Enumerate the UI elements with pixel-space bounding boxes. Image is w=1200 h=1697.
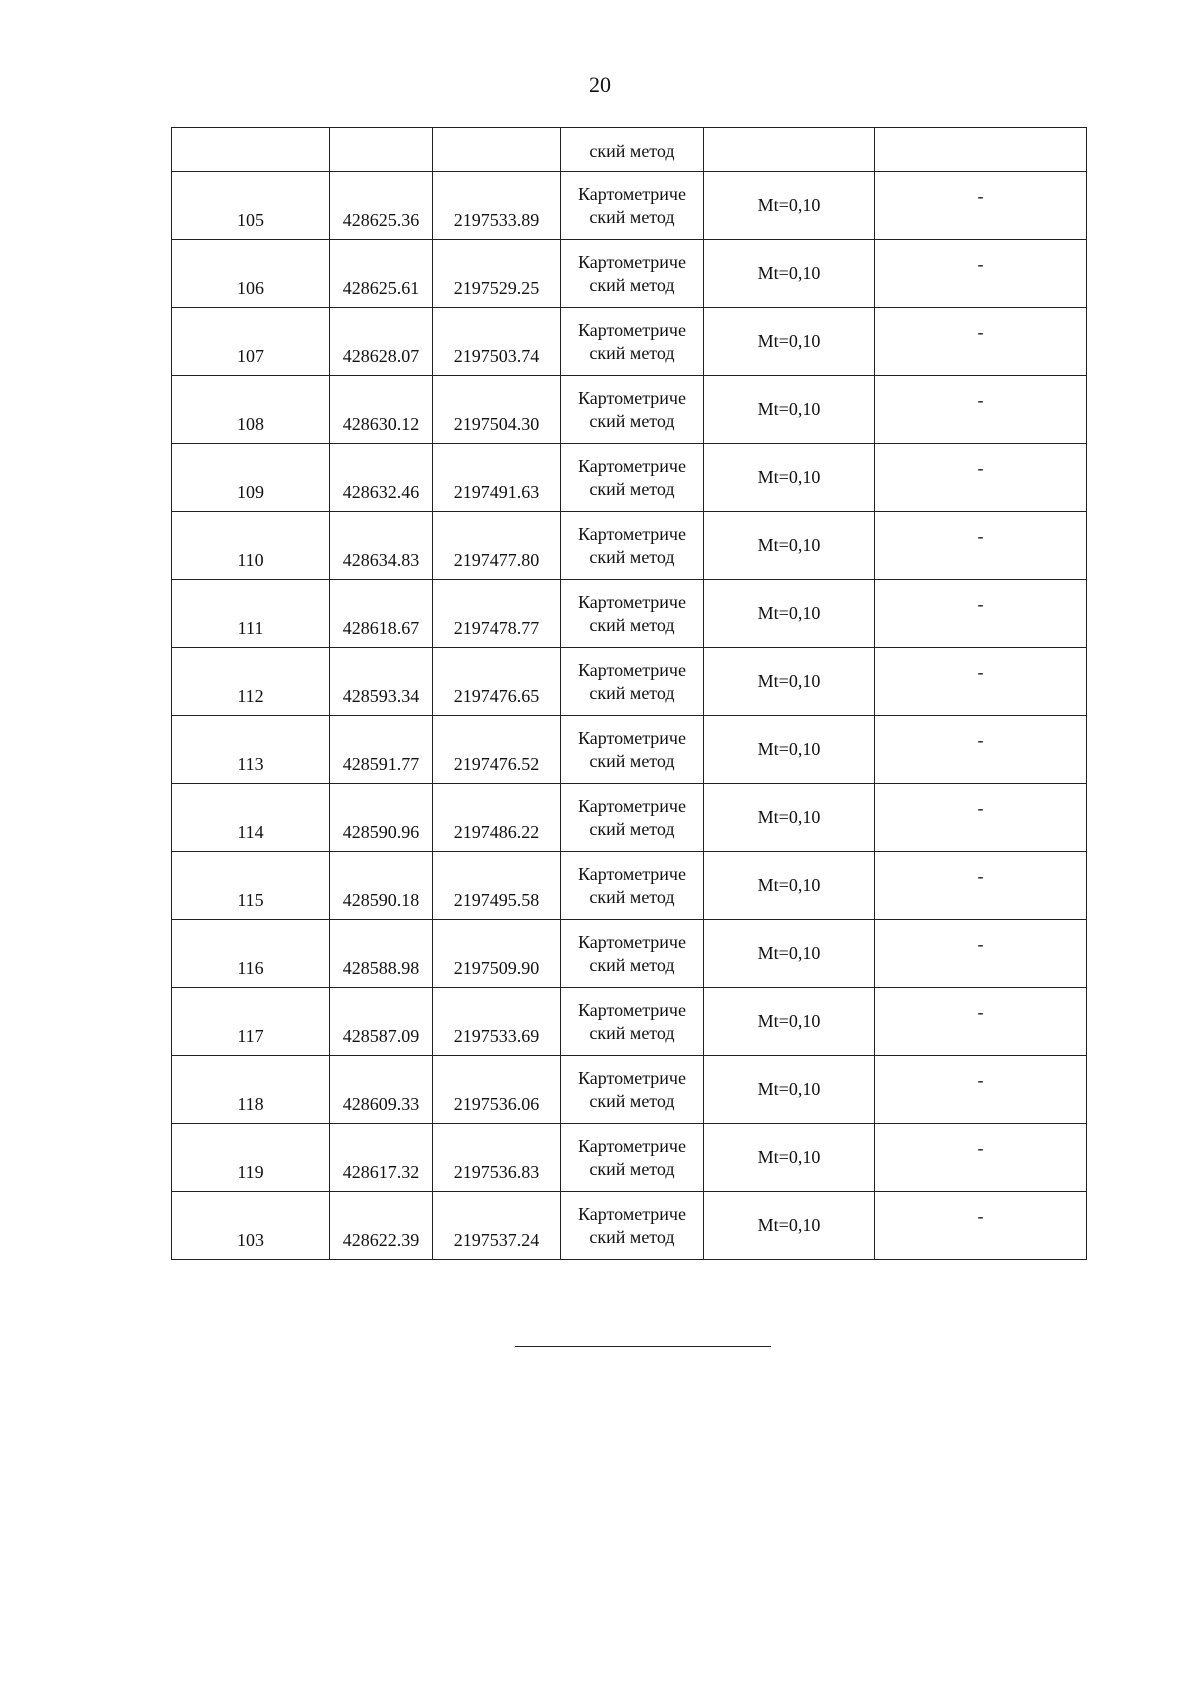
accuracy-cell — [704, 128, 875, 172]
x-coordinate-cell: 428593.34 — [330, 648, 433, 716]
table-row — [172, 1056, 1087, 1124]
y-coordinate-cell: 2197477.80 — [433, 512, 561, 580]
point-number-cell: 110 — [172, 512, 330, 580]
point-number-cell: 111 — [172, 580, 330, 648]
accuracy-cell: Mt=0,10 — [704, 580, 875, 648]
point-number-cell: 103 — [172, 1192, 330, 1260]
y-coordinate-cell: 2197476.65 — [433, 648, 561, 716]
page-number: 20 — [589, 72, 611, 97]
y-coordinate-cell: 2197486.22 — [433, 784, 561, 852]
method-cell: ский метод — [561, 128, 704, 172]
method-cell: Картометриче ский метод — [561, 784, 704, 852]
x-coordinate-cell: 428617.32 — [330, 1124, 433, 1192]
method-cell: Картометриче ский метод — [561, 988, 704, 1056]
table-row — [172, 580, 1087, 648]
table-row — [172, 240, 1087, 308]
note-cell: - — [875, 920, 1087, 988]
x-coordinate-cell: 428609.33 — [330, 1056, 433, 1124]
table-row — [172, 920, 1087, 988]
accuracy-cell: Mt=0,10 — [704, 308, 875, 376]
x-coordinate-cell: 428622.39 — [330, 1192, 433, 1260]
accuracy-cell: Mt=0,10 — [704, 852, 875, 920]
point-number-cell: 106 — [172, 240, 330, 308]
x-coordinate-cell: 428591.77 — [330, 716, 433, 784]
accuracy-cell: Mt=0,10 — [704, 1192, 875, 1260]
note-cell: - — [875, 444, 1087, 512]
point-number-cell: 117 — [172, 988, 330, 1056]
method-cell: Картометриче ский метод — [561, 852, 704, 920]
y-coordinate-cell: 2197533.89 — [433, 172, 561, 240]
table-row — [172, 716, 1087, 784]
method-cell: Картометриче ский метод — [561, 648, 704, 716]
method-cell: Картометриче ский метод — [561, 308, 704, 376]
method-cell: Картометриче ский метод — [561, 512, 704, 580]
accuracy-cell: Mt=0,10 — [704, 716, 875, 784]
x-coordinate-cell — [330, 128, 433, 172]
x-coordinate-cell: 428625.36 — [330, 172, 433, 240]
y-coordinate-cell: 2197509.90 — [433, 920, 561, 988]
method-cell: Картометриче ский метод — [561, 580, 704, 648]
point-number-cell: 118 — [172, 1056, 330, 1124]
table-row — [172, 308, 1087, 376]
accuracy-cell: Mt=0,10 — [704, 1124, 875, 1192]
x-coordinate-cell: 428632.46 — [330, 444, 433, 512]
note-cell: - — [875, 376, 1087, 444]
note-cell: - — [875, 648, 1087, 716]
point-number-cell: 107 — [172, 308, 330, 376]
y-coordinate-cell: 2197491.63 — [433, 444, 561, 512]
accuracy-cell: Mt=0,10 — [704, 1056, 875, 1124]
point-number-cell — [172, 128, 330, 172]
table-row — [172, 988, 1087, 1056]
x-coordinate-cell: 428634.83 — [330, 512, 433, 580]
x-coordinate-cell: 428618.67 — [330, 580, 433, 648]
accuracy-cell: Mt=0,10 — [704, 784, 875, 852]
y-coordinate-cell — [433, 128, 561, 172]
y-coordinate-cell: 2197536.06 — [433, 1056, 561, 1124]
point-number-cell: 105 — [172, 172, 330, 240]
table-row-continued — [172, 128, 1087, 172]
note-cell: - — [875, 852, 1087, 920]
table-row — [172, 512, 1087, 580]
accuracy-cell: Mt=0,10 — [704, 376, 875, 444]
table-row — [172, 172, 1087, 240]
x-coordinate-cell: 428590.18 — [330, 852, 433, 920]
accuracy-cell: Mt=0,10 — [704, 920, 875, 988]
y-coordinate-cell: 2197478.77 — [433, 580, 561, 648]
table-row — [172, 784, 1087, 852]
note-cell: - — [875, 988, 1087, 1056]
table-row — [172, 1124, 1087, 1192]
note-cell: - — [875, 1192, 1087, 1260]
x-coordinate-cell: 428628.07 — [330, 308, 433, 376]
y-coordinate-cell: 2197503.74 — [433, 308, 561, 376]
note-cell: - — [875, 512, 1087, 580]
method-cell: Картометриче ский метод — [561, 920, 704, 988]
note-cell: - — [875, 308, 1087, 376]
method-cell: Картометриче ский метод — [561, 716, 704, 784]
method-cell: Картометриче ский метод — [561, 376, 704, 444]
note-cell: - — [875, 716, 1087, 784]
table-row — [172, 444, 1087, 512]
method-cell: Картометриче ский метод — [561, 172, 704, 240]
table-row — [172, 376, 1087, 444]
method-cell: Картометриче ский метод — [561, 240, 704, 308]
table-row — [172, 1192, 1087, 1260]
table-row — [172, 852, 1087, 920]
note-cell: - — [875, 172, 1087, 240]
x-coordinate-cell: 428630.12 — [330, 376, 433, 444]
point-number-cell: 114 — [172, 784, 330, 852]
note-cell: - — [875, 784, 1087, 852]
note-cell: - — [875, 580, 1087, 648]
point-number-cell: 108 — [172, 376, 330, 444]
method-cell: Картометриче ский метод — [561, 1124, 704, 1192]
note-cell: - — [875, 1124, 1087, 1192]
x-coordinate-cell: 428588.98 — [330, 920, 433, 988]
y-coordinate-cell: 2197529.25 — [433, 240, 561, 308]
y-coordinate-cell: 2197495.58 — [433, 852, 561, 920]
point-number-cell: 109 — [172, 444, 330, 512]
y-coordinate-cell: 2197533.69 — [433, 988, 561, 1056]
y-coordinate-cell: 2197476.52 — [433, 716, 561, 784]
accuracy-cell: Mt=0,10 — [704, 444, 875, 512]
y-coordinate-cell: 2197537.24 — [433, 1192, 561, 1260]
point-number-cell: 115 — [172, 852, 330, 920]
point-number-cell: 112 — [172, 648, 330, 716]
point-number-cell: 113 — [172, 716, 330, 784]
x-coordinate-cell: 428590.96 — [330, 784, 433, 852]
y-coordinate-cell: 2197504.30 — [433, 376, 561, 444]
note-cell: - — [875, 1056, 1087, 1124]
note-cell — [875, 128, 1087, 172]
accuracy-cell: Mt=0,10 — [704, 172, 875, 240]
table-row — [172, 648, 1087, 716]
coordinates-table — [171, 127, 1087, 1260]
accuracy-cell: Mt=0,10 — [704, 240, 875, 308]
x-coordinate-cell: 428587.09 — [330, 988, 433, 1056]
accuracy-cell: Mt=0,10 — [704, 648, 875, 716]
note-cell: - — [875, 240, 1087, 308]
y-coordinate-cell: 2197536.83 — [433, 1124, 561, 1192]
accuracy-cell: Mt=0,10 — [704, 512, 875, 580]
closing-rule — [515, 1346, 771, 1347]
point-number-cell: 119 — [172, 1124, 330, 1192]
method-cell: Картометриче ский метод — [561, 444, 704, 512]
method-cell: Картометриче ский метод — [561, 1192, 704, 1260]
point-number-cell: 116 — [172, 920, 330, 988]
method-cell: Картометриче ский метод — [561, 1056, 704, 1124]
accuracy-cell: Mt=0,10 — [704, 988, 875, 1056]
x-coordinate-cell: 428625.61 — [330, 240, 433, 308]
